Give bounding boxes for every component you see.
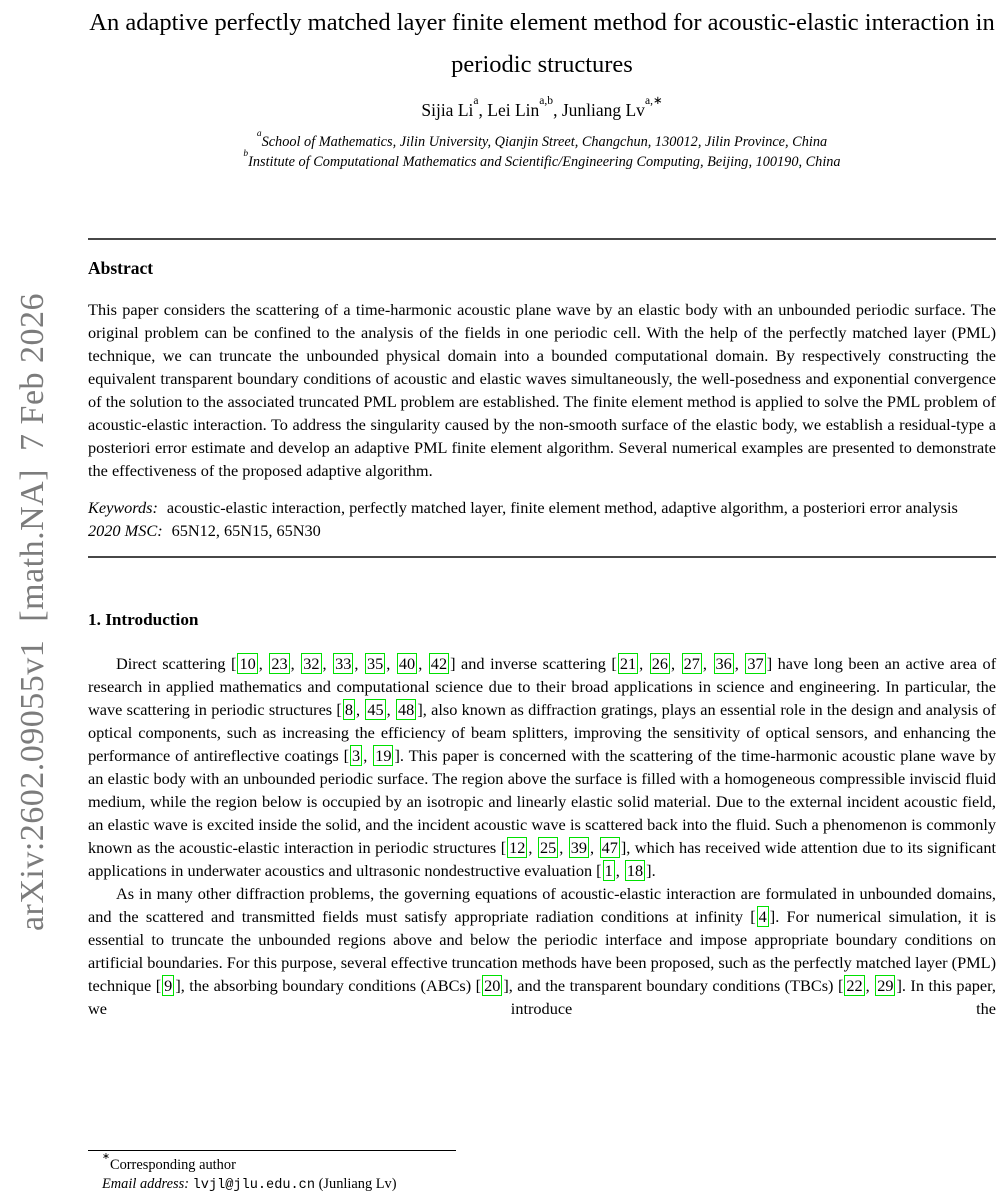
keywords-block xyxy=(88,496,996,542)
keywords-label: Keywords: xyxy=(88,498,158,517)
introduction-paragraph-1: Direct scattering [ 10 , 23 , 32 , 33 , 35 , 40 , 42 ] and inverse scattering [ 21 , 26 , 27 , 36 , 37 ] have long been an active area of research in applied mathematics and computational science due to their broad applications in science and engineering. In particular, the wave scattering in periodic structures [ 8 , 45 , 48 ], also known as diffraction gratings, plays an essential role in the design and analysis of optical components, such as increasing the efficiency of beam splitters, improving the sensitivity of optical sensors, and enhancing the performance of antireflective coatings [ 3 , 19 ]. This paper is concerned with the scattering of the time-harmonic acoustic plane wave by an elastic body with an unbounded periodic surface. The region above the surface is filled with a homogeneous compressible inviscid fluid medium, while the region below is occupied by an isotropic and linearly elastic solid material. Due to the external incident acoustic field, an elastic wave is excited inside the solid, and the incident acoustic wave is scattered back into the fluid. Such a phenomenon is commonly known as the acoustic-elastic interaction in periodic structures [ 12 , 25 , 39 , 47 ], which has received wide attention due to its significant applications in underwater acoustics and ultrasonic nondestructive evaluation [ 1 , 18 ]. xyxy=(88,654,997,880)
citation-link[interactable]: 32 xyxy=(303,654,320,673)
superscript: a xyxy=(473,94,479,107)
paper-content xyxy=(88,0,996,1020)
citation-link[interactable]: 12 xyxy=(509,838,526,857)
keywords-value: acoustic-elastic interaction, perfectly matched layer, finite element method, adaptive algorithm, a posteriori error analysis xyxy=(166,498,958,517)
superscript: a xyxy=(256,129,262,139)
citation-link[interactable]: 35 xyxy=(367,654,384,673)
affiliation-a: $^a$School of Mathematics, Jilin University, Qianjin Street, Changchun, 130012, Jilin Province, China xyxy=(256,129,828,150)
citation-link[interactable]: 4 xyxy=(758,907,767,926)
citation-link[interactable]: 10 xyxy=(239,654,256,673)
email-address: lvjl@jlu.edu.cn xyxy=(192,1178,315,1193)
msc-value: 65N12, 65N15, 65N30 xyxy=(171,521,321,540)
citation-link[interactable]: 3 xyxy=(352,746,361,765)
citation-link[interactable]: 18 xyxy=(626,861,644,880)
email-owner-name: (Junliang Lv) xyxy=(318,1176,397,1192)
citation-link[interactable]: 25 xyxy=(539,838,557,857)
abstract-heading: Abstract xyxy=(88,258,154,278)
corresponding-author-text: Corresponding author xyxy=(109,1157,236,1173)
paper-title: An adaptive perfectly matched layer finite element method for acoustic-elastic interaction in periodic structures xyxy=(89,9,995,78)
arxiv-watermark: arXiv:2602.09055v1 [math.NA] 7 Feb 2026 xyxy=(14,292,51,932)
divider-top xyxy=(88,238,996,240)
citation-link[interactable]: 22 xyxy=(846,976,863,995)
superscript: b xyxy=(243,149,249,159)
citation-link[interactable]: 23 xyxy=(271,654,288,673)
superscript: a,∗ xyxy=(644,94,663,107)
affiliation-b: $^b$Institute of Computational Mathematics and Scientific/Engineering Computing, Beijing, 100190, China xyxy=(243,149,841,170)
citation-link[interactable]: 33 xyxy=(335,654,352,673)
msc-label: 2020 MSC: xyxy=(88,521,163,540)
email-label: Email address: xyxy=(102,1176,190,1192)
citation-link[interactable]: 29 xyxy=(877,976,894,995)
author-line: Sijia Li$^a$, Lei Lin$^{a,b}$, Junliang $Lv^{a,∗}$ xyxy=(421,94,663,120)
abstract-text: This paper considers the scattering of a time-harmonic acoustic plane wave by an elastic body with an unbounded periodic surface. The original problem can be confined to the analysis of the fields in one periodic cell. With the help of the perfectly matched layer (PML) technique, we can truncate the unbounded physical domain into a bounded computational domain. By respectively constructing the equivalent transparent boundary conditions of acoustic and elastic waves simultaneously, the well-posedness and exponential convergence of the solution to the associated truncated PML problem are established. The finite element method is applied to solve the PML problem of acoustic-elastic interaction. To address the singularity caused by the non-smooth surface of the elastic body, we establish a residual-type a posteriori error estimate and develop an adaptive PML finite element algorithm. Several numerical examples are presented to demonstrate the effectiveness of the proposed adaptive algorithm. xyxy=(88,300,996,480)
footnote-rule xyxy=(88,1150,456,1151)
citation-link[interactable]: 8 xyxy=(344,700,353,719)
citation-link[interactable]: 21 xyxy=(619,654,637,673)
citation-link[interactable]: 39 xyxy=(570,838,588,857)
corresponding-author-line xyxy=(88,1151,996,1175)
msc-line xyxy=(88,519,996,542)
citation-link[interactable]: 40 xyxy=(398,654,416,673)
email-line xyxy=(88,1175,996,1195)
citation-link[interactable]: 26 xyxy=(651,654,669,673)
citation-link[interactable]: 19 xyxy=(375,746,392,765)
citation-link[interactable]: 45 xyxy=(367,700,384,719)
citation-link[interactable]: 47 xyxy=(601,838,618,857)
keywords-line xyxy=(88,496,996,519)
citation-link[interactable]: 37 xyxy=(747,654,764,673)
superscript: a,b xyxy=(539,94,554,107)
footnote-marker: ∗ xyxy=(102,1151,110,1162)
citation-link[interactable]: 42 xyxy=(430,654,448,673)
citation-link[interactable]: 20 xyxy=(484,976,501,995)
divider-mid xyxy=(88,556,996,558)
section-heading-introduction: 1. Introduction xyxy=(88,610,199,629)
citation-link[interactable]: 48 xyxy=(398,700,415,719)
citation-link[interactable]: 1 xyxy=(604,861,613,880)
citation-link[interactable]: 9 xyxy=(164,976,173,995)
citation-link[interactable]: 27 xyxy=(683,654,700,673)
affiliations xyxy=(88,129,996,172)
corresponding-author-footnote xyxy=(88,1150,996,1195)
citation-link[interactable]: 36 xyxy=(715,654,732,673)
introduction-paragraph-2: As in many other diffraction problems, the governing equations of acoustic-elastic interaction are formulated in unbounded domains, and the scattered and transmitted fields must satisfy appropriate radiation conditions at infinity [ 4 ]. For numerical simulation, it is essential to truncate the unbounded regions above and below the periodic interface and impose appropriate boundary conditions on artificial boundaries. For this purpose, several effective truncation methods have been proposed, such as the perfectly matched layer (PML) technique [ 9 ], the absorbing boundary conditions (ABCs) [ 20 ], and the transparent boundary conditions (TBCs) [ 22 , 29 ]. In this paper, we introduce the xyxy=(88,884,996,1018)
